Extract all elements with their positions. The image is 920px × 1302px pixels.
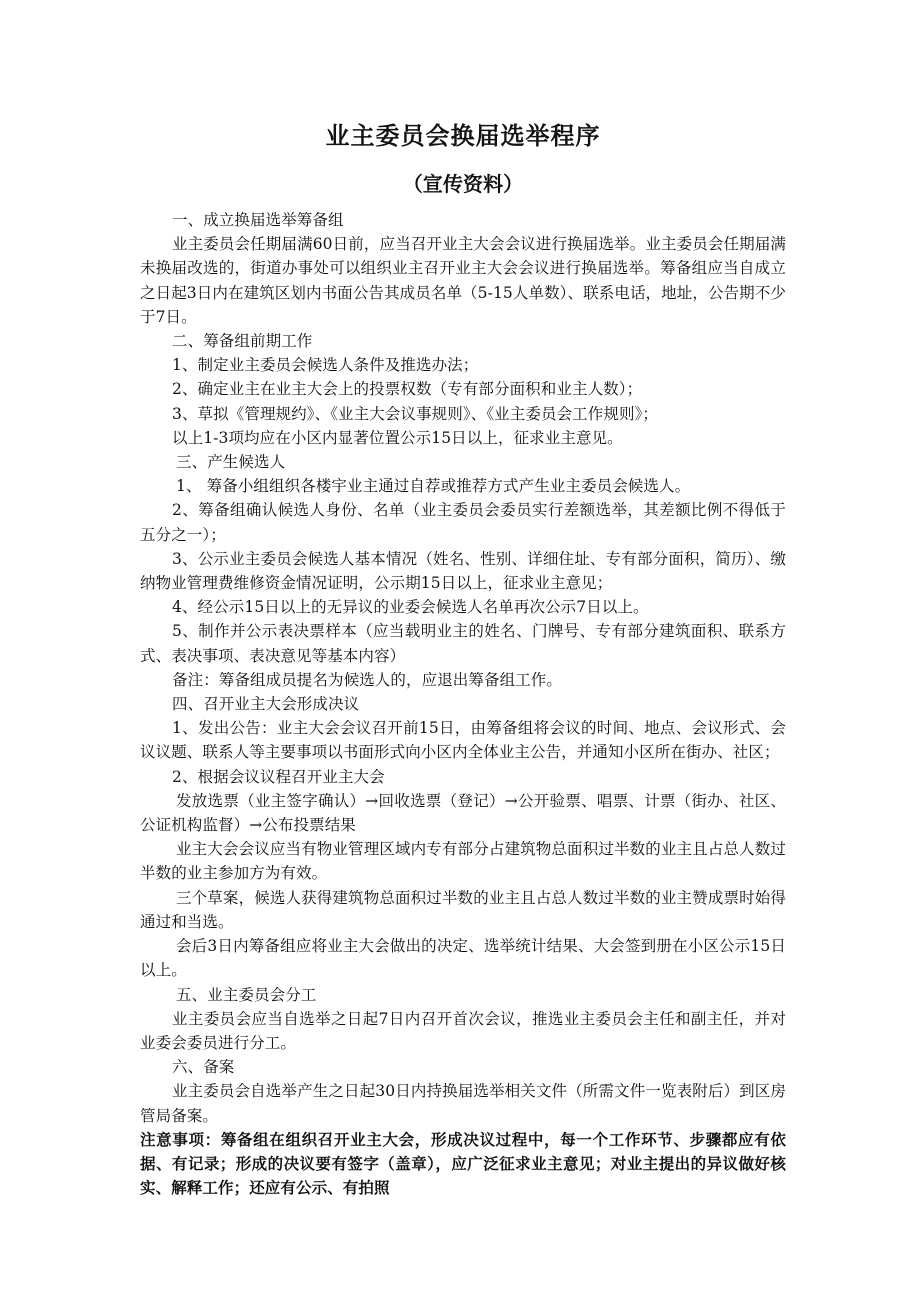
notice-paragraph: 注意事项：筹备组在组织召开业主大会，形成决议过程中，每一个工作环节、步骤都应有依据、有记录；形成的决议要有签字（盖章），应广泛征求业主意见；对业主提出的异议做好核实、解释工作；还应有公示、有拍照 [140,1129,786,1198]
document-title: 业主委员会换届选举程序 [325,121,601,150]
list-item: 1、 筹备小组组织各楼宇业主通过自荐或推荐方式产生业主委员会候选人。 [176,477,691,496]
note: 备注：筹备组成员提名为候选人的，应退出筹备组工作。 [172,670,563,689]
list-item: 2、筹备组确认候选人身份、名单（业主委员会委员实行差额选举，其差额比例不得低于五分之一）； [140,501,786,544]
document-body [140,118,786,1200]
paragraph: 业主委员会自选举产生之日起30日内持换届选举相关文件（所需文件一览表附后）到区房管局备案。 [140,1082,786,1125]
paragraph: 三个草案，候选人获得建筑物总面积过半数的业主且占总人数过半数的业主赞成票时始得通过和当选。 [140,888,786,931]
section-heading-3: 三、产生候选人 [176,453,286,472]
paragraph: 业主大会会议应当有物业管理区域内专有部分占建筑物总面积过半数的业主且占总人数过半数的业主参加方为有效。 [140,840,786,883]
list-item: 1、发出公告：业主大会会议召开前15日，由筹备组将会议的时间、地点、会议形式、会议议题、联系人等主要事项以书面形式向小区内全体业主公告，并通知小区所在街办、社区； [140,719,786,762]
section-heading-5: 五、业主委员会分工 [176,985,317,1004]
section-heading-4: 四、召开业主大会形成决议 [172,695,360,714]
paragraph: 以上1-3项均应在小区内显著位置公示15日以上，征求业主意见。 [172,428,623,447]
document-subtitle: （宣传资料） [402,172,524,196]
list-item: 2、确定业主在业主大会上的投票权数（专有部分面积和业主人数）； [172,380,643,399]
list-item: 4、经公示15日以上的无异议的业委会候选人名单再次公示7日以上。 [172,598,649,617]
section-heading-6: 六、备案 [172,1058,235,1077]
list-item: 5、制作并公示表决票样本（应当载明业主的姓名、门牌号、专有部分建筑面积、联系方式、表决事项、表决意见等基本内容） [140,622,786,665]
paragraph: 业主委员会任期届满60日前，应当召开业主大会会议进行换届选举。业主委员会任期届满未换届改选的，街道办事处可以组织业主召开业主大会会议进行换届选举。筹备组应当自成立之日起3日内在建筑区划内书面公告其成员名单（5-15人单数）、联系电话，地址，公告期不少于7日。 [140,235,786,326]
list-item: 2、根据会议议程召开业主大会 [172,767,385,786]
list-item: 1、制定业主委员会候选人条件及推选办法； [172,356,479,375]
list-item: 3、公示业主委员会候选人基本情况（姓名、性别、详细住址、专有部分面积，简历）、缴纳物业管理费维修资金情况证明，公示期15日以上，征求业主意见； [140,549,786,593]
section-heading-1: 一、成立换届选举筹备组 [172,211,344,229]
paragraph: 业主委员会应当自选举之日起7日内召开首次会议，推选业主委员会主任和副主任，并对业委会委员进行分工。 [140,1009,786,1052]
paragraph: 会后3日内筹备组应将业主大会做出的决定、选举统计结果、大会签到册在小区公示15日以上。 [140,937,786,980]
list-item: 3、草拟《管理规约》、《业主大会议事规则》、《业主委员会工作规则》； [172,404,659,423]
paragraph: 发放选票（业主签字确认）→回收选票（登记）→公开验票、唱票、计票（街办、社区、公证机构监督）→公布投票结果 [140,791,786,835]
section-heading-2: 二、筹备组前期工作 [172,332,313,351]
